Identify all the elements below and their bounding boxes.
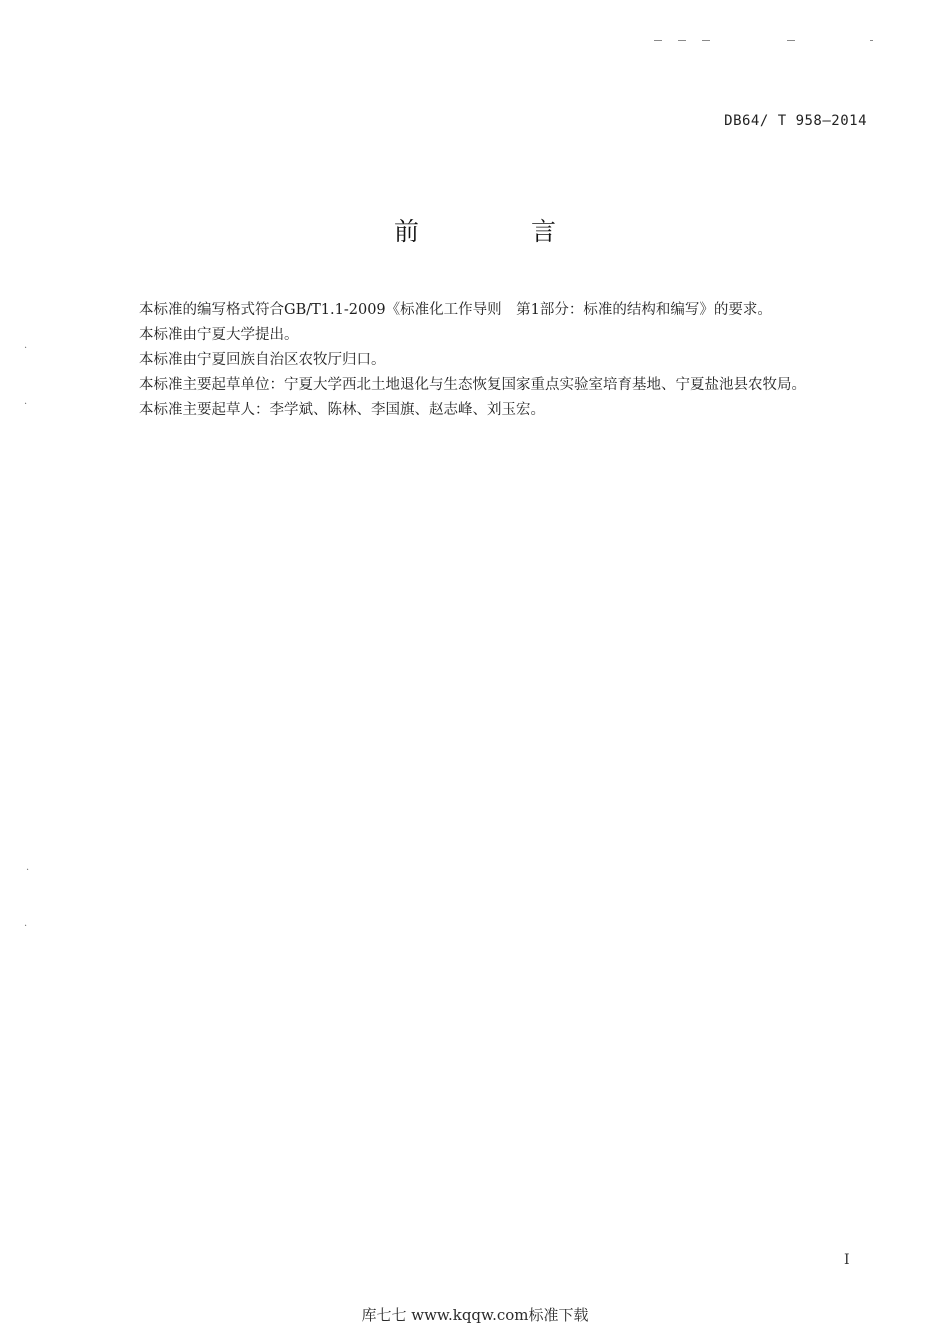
standard-code: DB64/ T 958—2014: [724, 113, 867, 129]
preface-title: 前 言: [394, 217, 608, 246]
scan-artifact-dashes: [650, 36, 880, 44]
preface-paragraph: 本标准主要起草单位：宁夏大学西北土地退化与生态恢复国家重点实验室培育基地、宁夏盐池县农牧局。: [139, 377, 806, 393]
footer-watermark: 库七七 www.kqqw.com标准下载: [361, 1306, 589, 1324]
preface-paragraph: 本标准由宁夏大学提出。: [139, 327, 299, 343]
scan-dash: [787, 40, 795, 41]
scan-speck: ·: [24, 399, 28, 410]
scan-speck: ·: [26, 865, 30, 876]
scan-dash: [678, 40, 686, 41]
scan-dash: [870, 40, 873, 41]
scan-speck: ·: [24, 921, 28, 932]
page-number: I: [844, 1252, 850, 1268]
preface-paragraph: 本标准由宁夏回族自治区农牧厅归口。: [139, 352, 386, 368]
preface-paragraph: 本标准主要起草人：李学斌、陈林、李国旗、赵志峰、刘玉宏。: [139, 402, 545, 418]
scan-dash: [702, 40, 710, 41]
preface-body: [110, 298, 870, 423]
preface-paragraph: 本标准的编写格式符合GB/T1.1-2009《标准化工作导则 第1部分：标准的结构和编写》的要求。: [139, 302, 772, 318]
scan-speck: ·: [24, 343, 28, 354]
scan-dash: [654, 40, 662, 41]
